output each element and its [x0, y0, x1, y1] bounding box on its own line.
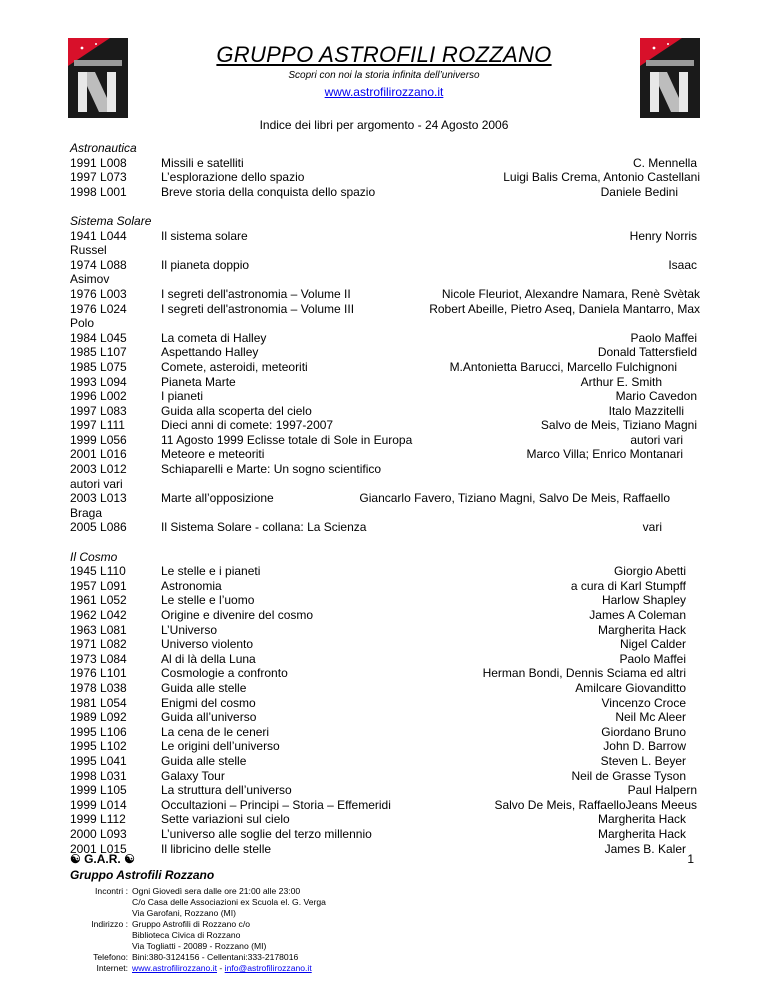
book-title: Origine e divenire del cosmo [161, 608, 314, 622]
book-author: Luigi Balis Crema, Antonio Castellani [503, 170, 700, 185]
book-code: 1976 L003 [70, 286, 127, 301]
footer-value: C/o Casa delle Associazioni ex Scuola el. G. Verga [132, 897, 326, 907]
section-sistema-solare [70, 214, 700, 535]
book-code: 2001 L015 [70, 841, 127, 856]
footer-label: Incontri : [95, 886, 128, 896]
book-author: Giordano Bruno [601, 724, 686, 739]
book-code-continued: Polo [70, 316, 95, 331]
book-row [70, 725, 700, 740]
book-author: Giancarlo Favero, Tiziano Magni, Salvo De Meis, Raffaello [359, 491, 670, 506]
book-index [70, 141, 700, 871]
book-code: 1995 L041 [70, 753, 127, 768]
book-code: 1961 L052 [70, 593, 127, 608]
book-title: Guida alle stelle [161, 680, 247, 695]
book-author: a cura di Karl Stumpff [570, 578, 686, 593]
book-title: Al di là della Luna [161, 651, 256, 666]
book-title: Astronomia [161, 578, 222, 593]
book-row [70, 185, 700, 200]
book-title: Aspettando Halley [161, 345, 259, 360]
book-code: 1957 L091 [70, 578, 127, 593]
footer-info [70, 886, 326, 974]
footer-label: Indirizzo : [91, 919, 128, 929]
book-author: Harlow Shapley [601, 593, 686, 608]
group-name: Gruppo Astrofili Rozzano [70, 868, 215, 882]
book-author: Mario Cavedon [615, 389, 697, 404]
footer-email-link[interactable]: info@astrofilirozzano.it [224, 963, 312, 973]
book-author: M.Antonietta Barucci, Marcello Fulchignoni [449, 359, 677, 374]
footer-label: Telefono: [93, 952, 128, 962]
footer-line [70, 952, 326, 963]
book-row [70, 652, 700, 667]
book-code: 1973 L084 [70, 651, 127, 666]
book-code: 1997 L111 [70, 418, 125, 433]
page-title: GRUPPO ASTROFILI ROZZANO [216, 42, 552, 67]
book-author: Vincenzo Croce [601, 695, 686, 710]
footer-value: Bini:380-3124156 - Cellentani:333-2178016 [132, 952, 299, 962]
footer-website-link[interactable]: www.astrofilirozzano.it [132, 963, 218, 973]
book-author: Paolo Maffei [630, 330, 697, 345]
section-title: Il Cosmo [70, 549, 118, 564]
book-title: La cena de le ceneri [161, 724, 270, 739]
section-title: Astronautica [70, 141, 137, 155]
book-code: 1978 L038 [70, 680, 127, 695]
footer-value: Biblioteca Civica di Rozzano [132, 930, 241, 940]
book-code: 1999 L014 [70, 797, 127, 812]
book-row [70, 520, 700, 535]
book-author: Neil Mc Aleer [615, 710, 686, 725]
page-subtitle: Scopri con noi la storia infinita dell’universo [288, 70, 480, 81]
book-author: Steven L. Beyer [600, 753, 686, 768]
book-author: Donald Tattersfield [597, 345, 697, 360]
book-title: Pianeta Marte [161, 374, 236, 389]
book-title: Il libricino delle stelle [161, 841, 272, 856]
book-row [70, 696, 700, 711]
book-title: Breve storia della conquista dello spazio [161, 184, 376, 199]
book-code: 2001 L016 [70, 447, 127, 462]
book-title: L’esplorazione dello spazio [161, 170, 305, 185]
book-code-continued: Asimov [70, 272, 110, 287]
footer-line [70, 930, 326, 941]
book-code: 1997 L083 [70, 403, 127, 418]
book-row [70, 783, 700, 798]
book-author: Giorgio Abetti [613, 564, 686, 579]
footer-label [70, 930, 132, 941]
footer-line [70, 908, 326, 919]
book-code: 1989 L092 [70, 710, 127, 725]
section-il-cosmo [70, 550, 700, 856]
footer-line-internet [70, 963, 326, 974]
footer-line [70, 919, 326, 930]
book-title: I segreti dell'astronomia – Volume II [161, 286, 351, 301]
book-title: Enigmi del cosmo [161, 695, 256, 710]
book-author: Salvo De Meis, RaffaelloJeans Meeus [494, 797, 697, 812]
book-title: Le stelle e i pianeti [161, 564, 261, 579]
book-row [70, 287, 700, 302]
book-row [70, 798, 700, 813]
book-code-continued: Braga [70, 505, 103, 520]
book-author: Isaac [668, 257, 697, 272]
book-row [70, 623, 700, 638]
book-row [70, 666, 700, 681]
book-code: 1985 L075 [70, 359, 127, 374]
book-title: Meteore e meteoriti [161, 447, 265, 462]
book-row [70, 637, 700, 652]
book-title: La cometa di Halley [161, 330, 267, 345]
footer-label [70, 941, 132, 952]
book-code: 1999 L105 [70, 783, 127, 798]
book-author: Margherita Hack [597, 622, 686, 637]
book-title: Il sistema solare [161, 228, 248, 243]
book-row [70, 579, 700, 594]
book-code: 2003 L012 [70, 462, 127, 477]
book-author: Amilcare Giovanditto [575, 680, 686, 695]
book-row [70, 593, 700, 608]
book-code: 2000 L093 [70, 826, 127, 841]
book-row [70, 360, 700, 375]
book-author: Margherita Hack [597, 812, 686, 827]
book-title: L’Universo [161, 622, 218, 637]
book-row [70, 170, 700, 185]
footer-line [70, 941, 326, 952]
book-row [70, 156, 700, 171]
book-code: 1976 L024 [70, 301, 127, 316]
book-author: Arthur E. Smith [580, 374, 662, 389]
book-author: Neil de Grasse Tyson [571, 768, 686, 783]
book-row [70, 827, 700, 842]
footer-separator: - [217, 963, 225, 973]
book-title: Guida alle stelle [161, 753, 247, 768]
book-code: 1993 L094 [70, 374, 127, 389]
book-code: 1995 L102 [70, 739, 127, 754]
book-author: Salvo de Meis, Tiziano Magni [540, 418, 697, 433]
book-author: Marco Villa; Enrico Montanari [526, 447, 683, 462]
index-heading: Indice dei libri per argomento - 24 Agosto 2006 [259, 118, 509, 132]
footer-value: Gruppo Astrofili di Rozzano c/o [132, 919, 250, 929]
book-author: Paolo Maffei [619, 651, 686, 666]
book-code: 1996 L002 [70, 389, 127, 404]
book-row [70, 769, 700, 784]
book-title: I pianeti [161, 389, 204, 404]
book-author: James A Coleman [589, 608, 686, 622]
book-author: John D. Barrow [603, 739, 686, 754]
book-row [70, 302, 700, 331]
book-title: Missili e satelliti [161, 155, 244, 170]
website-link[interactable]: www.astrofilirozzano.it [324, 85, 444, 99]
book-code: 1976 L101 [70, 666, 127, 681]
page-number: 1 [687, 852, 694, 866]
book-row [70, 462, 700, 491]
book-row [70, 710, 700, 725]
book-code: 1985 L107 [70, 345, 127, 360]
book-code: 1971 L082 [70, 637, 127, 652]
book-author: autori vari [630, 432, 683, 447]
book-code: 1984 L045 [70, 330, 127, 345]
book-author: Nigel Calder [619, 637, 686, 652]
book-row [70, 739, 700, 754]
book-title: Guida all’universo [161, 710, 257, 725]
footer-label [70, 908, 132, 919]
book-code-continued: autori vari [70, 476, 123, 491]
book-row [70, 229, 700, 258]
book-author: Italo Mazzitelli [608, 403, 684, 418]
book-row [70, 447, 700, 462]
section-astronautica [70, 141, 700, 199]
book-title: Occultazioni – Principi – Storia – Effemeridi [161, 797, 391, 812]
book-code: 1995 L106 [70, 724, 127, 739]
book-title: I segreti dell'astronomia – Volume III [161, 301, 355, 316]
book-title: Galaxy Tour [161, 768, 225, 783]
book-author: Henry Norris [629, 228, 697, 243]
book-title: Le origini dell’universo [161, 739, 280, 754]
book-row [70, 608, 700, 623]
book-title: Schiaparelli e Marte: Un sogno scientifico [161, 462, 382, 477]
book-author: Paul Halpern [627, 783, 697, 798]
book-row [70, 389, 700, 404]
book-title: Le stelle e l’uomo [161, 593, 255, 608]
book-code: 2005 L086 [70, 520, 127, 535]
book-code: 1991 L008 [70, 155, 127, 170]
footer-value: Ogni Giovedì sera dalle ore 21:00 alle 23:00 [132, 886, 301, 896]
book-row [70, 754, 700, 769]
book-title: Comete, asteroidi, meteoriti [161, 359, 308, 374]
book-code: 1999 L056 [70, 432, 127, 447]
book-row [70, 331, 700, 346]
book-row [70, 375, 700, 390]
book-code: 1945 L110 [70, 564, 126, 579]
book-code: 2003 L013 [70, 491, 127, 506]
book-row [70, 564, 700, 579]
book-title: 11 Agosto 1999 Eclisse totale di Sole in Europa [161, 432, 413, 447]
book-row [70, 812, 700, 827]
footer-value: Via Garofani, Rozzano (MI) [132, 908, 236, 918]
footer-value: Via Togliatti - 20089 - Rozzano (MI) [132, 941, 267, 951]
section-title: Sistema Solare [70, 213, 152, 228]
footer-label: Internet: [96, 963, 128, 973]
book-author: vari [642, 520, 662, 535]
book-row [70, 433, 700, 448]
footer-value [132, 963, 312, 974]
book-row [70, 491, 700, 520]
book-author: Robert Abeille, Pietro Aseq, Daniela Mantarro, Max [429, 301, 700, 316]
book-code: 1997 L073 [70, 170, 127, 185]
book-title: Dieci anni di comete: 1997-2007 [161, 418, 334, 433]
footer-line [70, 897, 326, 908]
book-code-continued: Russel [70, 243, 107, 258]
footer [70, 852, 326, 974]
book-code: 1963 L081 [70, 622, 127, 637]
book-title: Guida alla scoperta del cielo [161, 403, 312, 418]
book-row [70, 258, 700, 287]
footer-line [70, 886, 326, 897]
book-code: 1998 L001 [70, 184, 127, 199]
book-title: Il Sistema Solare - collana: La Scienza [161, 520, 367, 535]
book-row [70, 404, 700, 419]
book-row [70, 681, 700, 696]
book-row [70, 418, 700, 433]
book-code: 1998 L031 [70, 768, 127, 783]
book-code: 1999 L112 [70, 812, 126, 827]
book-title: L’universo alle soglie del terzo millennio [161, 826, 372, 841]
book-author: Herman Bondi, Dennis Sciama ed altri [482, 666, 686, 681]
book-author: James B. Kaler [604, 841, 686, 856]
book-author: Daniele Bedini [600, 184, 678, 199]
book-title: Universo violento [161, 637, 254, 652]
book-title: Cosmologie a confronto [161, 666, 288, 681]
gar-label: ☯ G.A.R. ☯ [70, 852, 135, 866]
book-code: 1941 L044 [70, 228, 127, 243]
book-title: Sette variazioni sul cielo [161, 812, 290, 827]
book-author: Nicole Fleuriot, Alexandre Namara, Renè Svètak [441, 286, 700, 301]
book-title: La struttura dell’universo [161, 783, 292, 798]
book-title: Marte all’opposizione [161, 491, 274, 506]
book-title: Il pianeta doppio [161, 257, 250, 272]
book-code: 1962 L042 [70, 608, 127, 622]
book-author: C. Mennella [632, 155, 697, 170]
book-row [70, 345, 700, 360]
book-author: Margherita Hack [597, 826, 686, 841]
book-code: 1981 L054 [70, 695, 127, 710]
book-code: 1974 L088 [70, 257, 127, 272]
footer-label [70, 897, 132, 908]
